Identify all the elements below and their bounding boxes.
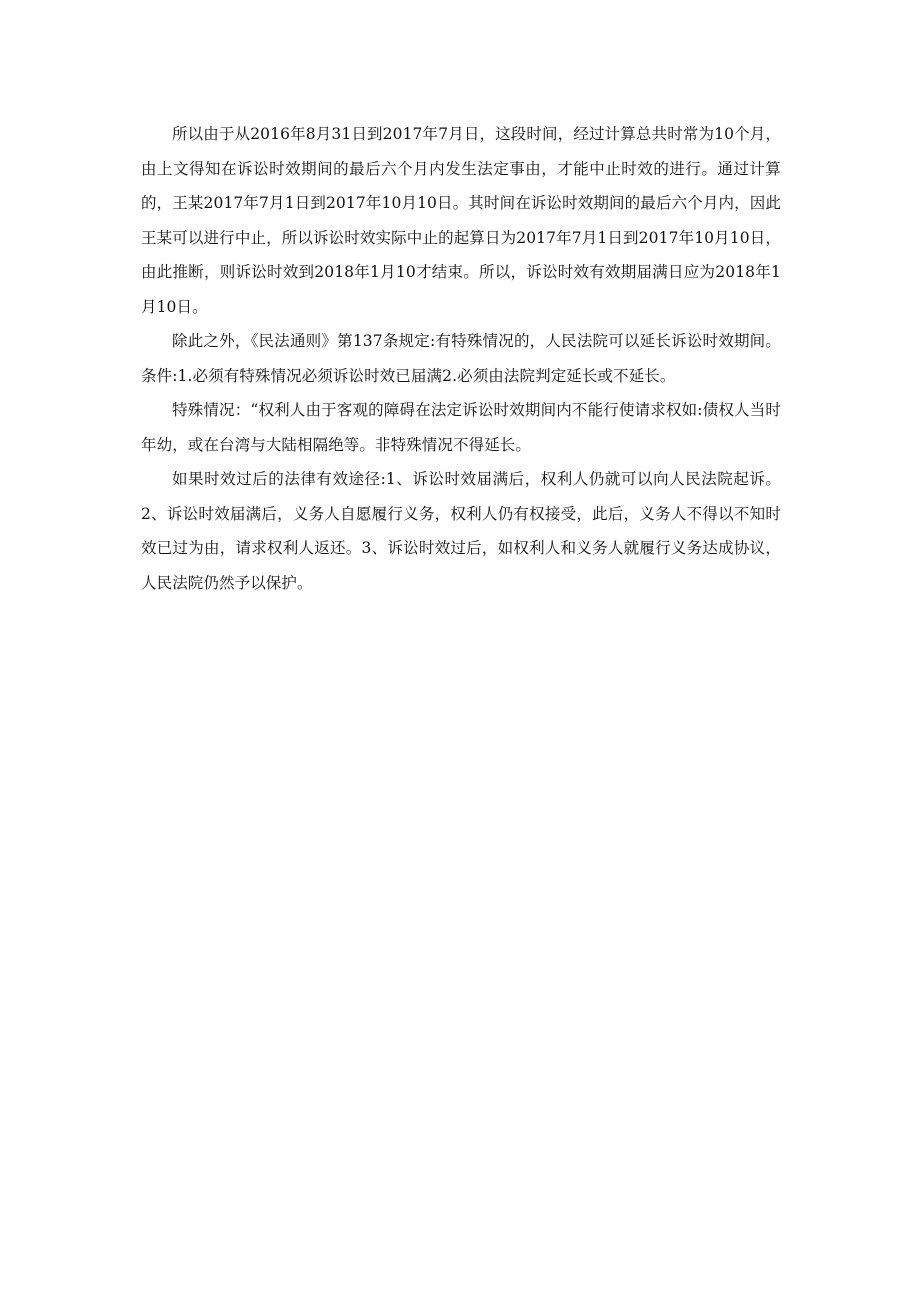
paragraph-extension-rule: 除此之外，《民法通则》第137条规定:有特殊情况的，人民法院可以延长诉讼时效期间。条件:1.必须有特殊情况必须诉讼时效已届满2.必须由法院判定延长或不延长。 [141, 332, 781, 385]
paragraph-legal-remedies: 如果时效过后的法律有效途径:1、诉讼时效届满后，权利人仍就可以向人民法院起诉。2、诉讼时效届满后，义务人自愿履行义务，权利人仍有权接受，此后，义务人不得以不知时效已过为由，请求权利人返还。3、诉讼时效过后，如权利人和义务人就履行义务达成协议，人民法院仍然予以保护。 [141, 470, 781, 592]
document-body [141, 117, 781, 600]
paragraph-special-circumstances: 特殊情况：“权利人由于客观的障碍在法定诉讼时效期间内不能行使请求权如:债权人当时年幼，或在台湾与大陆相隔绝等。非特殊情况不得延长。 [141, 401, 781, 454]
paragraph-statute-calculation: 所以由于从2016年8月31日到2017年7月日，这段时间，经过计算总共时常为10个月，由上文得知在诉讼时效期间的最后六个月内发生法定事由，才能中止时效的进行。通过计算的，王某2017年7月1日到2017年10月10日。其时间在诉讼时效期间的最后六个月内，因此王某可以进行中止，所以诉讼时效实际中止的起算日为2017年7月1日到2017年10月10日，由此推断，则诉讼时效到2018年1月10才结束。所以，诉讼时效有效期届满日应为2018年1月10日。 [141, 125, 781, 316]
